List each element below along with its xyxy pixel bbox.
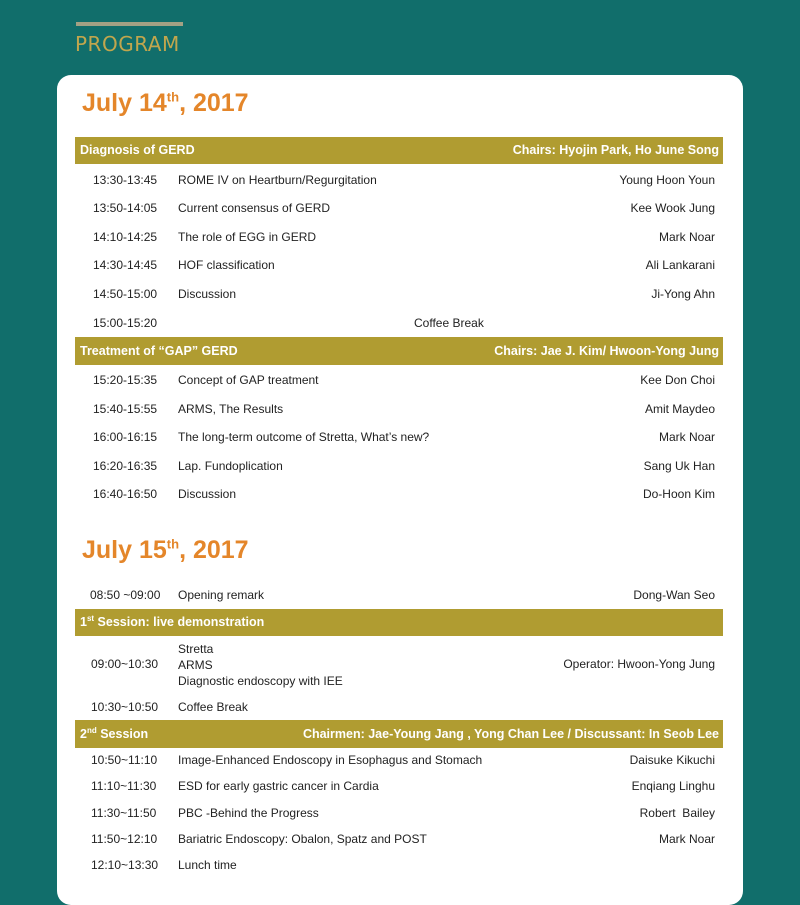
talk-speaker: Robert Bailey: [639, 806, 715, 820]
lunch-row: [75, 858, 723, 878]
talk-time: 11:50~12:10: [91, 832, 158, 846]
day2-date: July 15th, 2017: [82, 536, 249, 564]
talk-time: 16:20-16:35: [93, 459, 158, 473]
talk-speaker: Amit Maydeo: [644, 402, 715, 416]
talk-title: Bariatric Endoscopy: Obalon, Spatz and POST: [178, 832, 427, 846]
break-time: 10:30~10:50: [91, 700, 159, 714]
session-chairs: Chairmen: Jae-Young Jang , Yong Chan Lee / Discussant: In Seob Lee: [302, 727, 719, 741]
table-row: [75, 753, 723, 773]
talk-title: Opening remark: [178, 588, 265, 602]
talk-speaker: Mark Noar: [658, 430, 715, 444]
talk-title: Current consensus of GERD: [178, 201, 331, 215]
demo-item: Stretta: [178, 642, 214, 656]
demo-row: [75, 641, 723, 691]
talk-speaker: Dong-Wan Seo: [633, 588, 715, 602]
session-title: 1st Session: live demonstration: [80, 613, 265, 629]
table-row: [75, 230, 723, 250]
session-title: Diagnosis of GERD: [80, 143, 195, 157]
talk-speaker: Mark Noar: [658, 230, 715, 244]
table-row: [75, 201, 723, 221]
talk-title: Lap. Fundoplication: [178, 459, 283, 473]
session-header-treatment: [75, 337, 723, 365]
session-title: Treatment of “GAP” GERD: [80, 344, 238, 358]
talk-speaker: Mark Noar: [658, 832, 715, 846]
header-rule: [76, 22, 183, 26]
session-header-second: [75, 720, 723, 748]
session-chairs: Chairs: Hyojin Park, Ho June Song: [512, 143, 719, 157]
lunch-time: 12:10~13:30: [91, 858, 159, 872]
talk-time: 11:10~11:30: [91, 779, 157, 793]
talk-time: 14:30-14:45: [93, 258, 158, 272]
talk-title: The long-term outcome of Stretta, What’s new?: [178, 430, 430, 444]
break-time: 15:00-15:20: [93, 316, 158, 330]
talk-title: HOF classification: [178, 258, 275, 272]
table-row: [75, 258, 723, 278]
break-label: Coffee Break: [414, 316, 484, 330]
table-row: [75, 779, 723, 799]
day1-date: July 14th, 2017: [82, 89, 249, 117]
talk-time: 14:50-15:00: [93, 287, 158, 301]
demo-item: ARMS: [178, 658, 213, 672]
talk-speaker: Do-Hoon Kim: [642, 487, 715, 501]
table-row: [75, 287, 723, 307]
talk-time: 13:30-13:45: [93, 173, 158, 187]
table-row: [75, 430, 723, 450]
talk-speaker: Ji-Yong Ahn: [651, 287, 715, 301]
talk-time: 16:00-16:15: [93, 430, 158, 444]
demo-item: Diagnostic endoscopy with IEE: [178, 674, 343, 688]
opening-row: [75, 588, 723, 608]
talk-speaker: Kee Wook Jung: [630, 201, 715, 215]
break-row: [75, 316, 723, 336]
table-row: [75, 806, 723, 826]
talk-time: 11:30~11:50: [91, 806, 157, 820]
table-row: [75, 832, 723, 852]
program-card: [57, 75, 743, 905]
talk-title: Discussion: [178, 487, 237, 501]
talk-title: Discussion: [178, 287, 237, 301]
talk-speaker: Daisuke Kikuchi: [629, 753, 715, 767]
talk-time: 16:40-16:50: [93, 487, 158, 501]
talk-time: 14:10-14:25: [93, 230, 158, 244]
demo-operator: Operator: Hwoon-Yong Jung: [563, 657, 715, 671]
session-title: 2nd Session: [80, 725, 149, 741]
talk-speaker: Sang Uk Han: [643, 459, 715, 473]
talk-title: PBC -Behind the Progress: [178, 806, 319, 820]
program-heading: PROGRAM: [75, 32, 180, 56]
table-row: [75, 402, 723, 422]
talk-title: Concept of GAP treatment: [178, 373, 319, 387]
talk-time: 15:40-15:55: [93, 402, 158, 416]
talk-speaker: Kee Don Choi: [640, 373, 715, 387]
session-header-diagnosis: [75, 137, 723, 164]
table-row: [75, 373, 723, 393]
talk-time: 13:50-14:05: [93, 201, 158, 215]
talk-title: The role of EGG in GERD: [178, 230, 317, 244]
session-chairs: Chairs: Jae J. Kim/ Hwoon-Yong Jung: [494, 344, 719, 358]
talk-title: ROME IV on Heartburn/Regurgitation: [178, 173, 377, 187]
break-row: [75, 700, 723, 720]
talk-speaker: Enqiang Linghu: [631, 779, 715, 793]
table-row: [75, 173, 723, 193]
table-row: [75, 487, 723, 507]
session-header-live-demo: [75, 609, 723, 636]
talk-time: 09:00~10:30: [91, 657, 159, 671]
talk-title: ARMS, The Results: [178, 402, 284, 416]
talk-time: 15:20-15:35: [93, 373, 158, 387]
table-row: [75, 459, 723, 479]
talk-title: ESD for early gastric cancer in Cardia: [178, 779, 379, 793]
break-label: Coffee Break: [178, 700, 248, 714]
lunch-label: Lunch time: [178, 858, 237, 872]
talk-title: Image-Enhanced Endoscopy in Esophagus and Stomach: [178, 753, 483, 767]
talk-speaker: Ali Lankarani: [645, 258, 715, 272]
talk-time: 08:50 ~09:00: [90, 588, 161, 602]
talk-speaker: Young Hoon Youn: [619, 173, 715, 187]
talk-time: 10:50~11:10: [91, 753, 158, 767]
demo-items: [178, 641, 343, 689]
